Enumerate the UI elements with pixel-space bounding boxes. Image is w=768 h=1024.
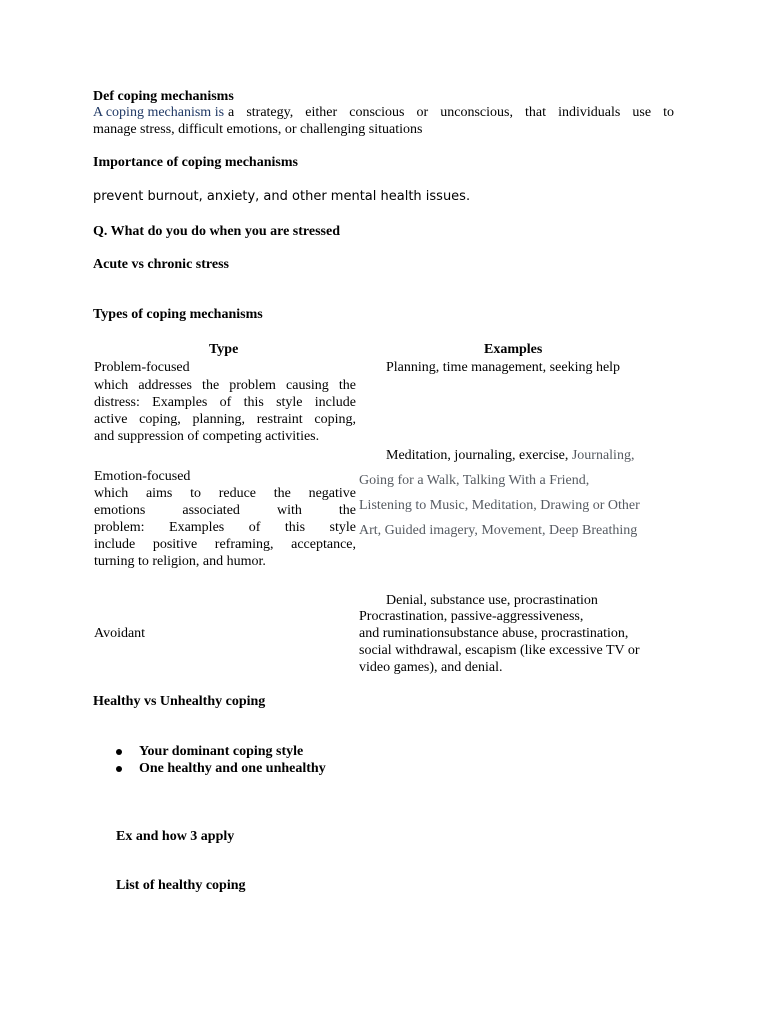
bullet-dot — [116, 749, 122, 755]
types-heading: Types of coping mechanisms — [93, 307, 263, 322]
row-emotion-examples-line1 — [386, 447, 634, 464]
row-problem-examples: Planning, time management, seeking help — [386, 360, 621, 375]
importance-text: prevent burnout, anxiety, and other mental health issues. — [93, 189, 471, 204]
row-emotion-description — [94, 485, 356, 570]
examples-text: Meditation, journaling, exercise, — [386, 448, 569, 463]
description-line: distress: Examples of this style include — [94, 395, 356, 410]
description-line: active coping, planning, restraint coping, — [94, 412, 356, 427]
description-line: include positive reframing, acceptance, — [94, 537, 356, 552]
list-item: Your dominant coping style — [139, 744, 304, 759]
row-avoidant-examples-line: Denial, substance use, procrastination — [386, 593, 598, 608]
def-line1-rest: a strategy, either conscious or unconscious, that individuals use to — [228, 105, 674, 120]
list-healthy-heading: List of healthy coping — [116, 878, 246, 893]
description-line: problem: Examples of this style — [94, 520, 356, 535]
description-line: and suppression of competing activities. — [94, 429, 320, 444]
description-line: emotions associated with the — [94, 503, 356, 518]
row-avoidant-examples-line: video games), and denial. — [359, 660, 503, 675]
def-link-text[interactable]: A coping mechanism is — [93, 105, 225, 120]
acute-chronic-heading: Acute vs chronic stress — [93, 257, 229, 272]
row-emotion-type: Emotion-focused — [94, 469, 191, 484]
list-item: One healthy and one unhealthy — [139, 761, 326, 776]
importance-heading: Importance of coping mechanisms — [93, 155, 298, 170]
row-emotion-grey-line: Listening to Music, Meditation, Drawing or Other — [359, 498, 640, 513]
ex-apply-heading: Ex and how 3 apply — [116, 829, 235, 844]
def-line2: manage stress, difficult emotions, or challenging situations — [93, 122, 423, 137]
question-heading: Q. What do you do when you are stressed — [93, 224, 340, 239]
healthy-heading: Healthy vs Unhealthy coping — [93, 694, 266, 709]
bullet-dot — [116, 766, 122, 772]
row-avoidant-examples-line: social withdrawal, escapism (like excessive TV or — [359, 643, 640, 658]
def-heading: Def coping mechanisms — [93, 89, 234, 104]
def-paragraph — [93, 104, 674, 138]
examples-grey-text: Journaling, — [571, 448, 635, 463]
table-header-examples: Examples — [484, 342, 543, 357]
row-problem-type: Problem-focused — [94, 360, 190, 375]
table-header-type: Type — [209, 342, 239, 357]
row-emotion-grey-line: Art, Guided imagery, Movement, Deep Breathing — [359, 523, 638, 538]
row-emotion-grey-line: Going for a Walk, Talking With a Friend, — [359, 473, 590, 488]
description-line: which addresses the problem causing the — [94, 378, 356, 393]
description-line: turning to religion, and humor. — [94, 554, 266, 569]
row-problem-description — [94, 377, 356, 445]
row-avoidant-type: Avoidant — [94, 626, 146, 641]
description-line: which aims to reduce the negative — [94, 486, 356, 501]
row-avoidant-examples-line: and ruminationsubstance abuse, procrastination, — [359, 626, 629, 641]
row-avoidant-examples-line: Procrastination, passive-aggressiveness, — [359, 609, 584, 624]
